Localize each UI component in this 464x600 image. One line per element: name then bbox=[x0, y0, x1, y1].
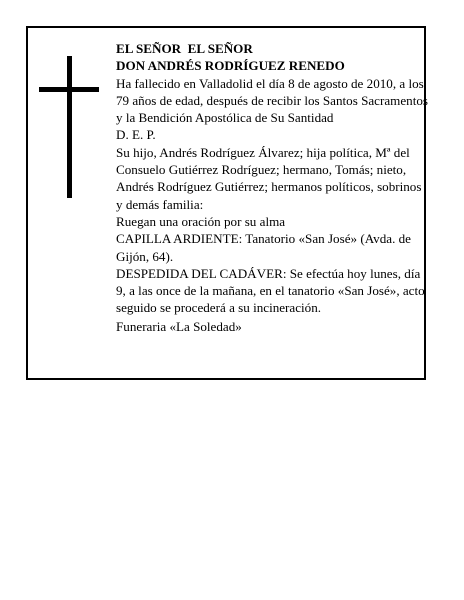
cross-icon bbox=[28, 28, 29, 29]
death-info: Ha fallecido en Valladolid el día 8 de agosto de 2010, a los 79 años de edad, después de recibir los Santos Sacramentos y la Bendición Apostólica de Su Santidad bbox=[116, 75, 428, 126]
family-list: Su hijo, Andrés Rodríguez Álvarez; hija política, Mª del Consuelo Gutiérrez Rodríguez; hermano, Tomás; nieto, Andrés Rodríguez Gutiérrez; hermanos políticos, sobrinos y demás familia: bbox=[116, 144, 422, 212]
prayer-request: Ruegan una oración por su alma bbox=[116, 213, 286, 229]
funeral-home: Funeraria «La Soledad» bbox=[116, 319, 242, 335]
obituary-text bbox=[116, 40, 428, 336]
obituary-notice bbox=[26, 26, 426, 380]
heading-line-1: EL SEÑOR EL SEÑOR bbox=[116, 41, 253, 56]
cross-vertical-bar bbox=[67, 56, 72, 198]
farewell-info: DESPEDIDA DEL CADÁVER: Se efectúa hoy lunes, día 9, a las once de la mañana, en el tanatorio «San José», acto seguido se procederá a su incineración. bbox=[116, 265, 425, 316]
deceased-name: DON ANDRÉS RODRÍGUEZ RENEDO bbox=[116, 58, 345, 74]
dep-text: D. E. P. bbox=[116, 127, 156, 143]
chapel-info: CAPILLA ARDIENTE: Tanatorio «San José» (Avda. de Gijón, 64). bbox=[116, 231, 411, 264]
cross-horizontal-bar bbox=[39, 87, 99, 92]
